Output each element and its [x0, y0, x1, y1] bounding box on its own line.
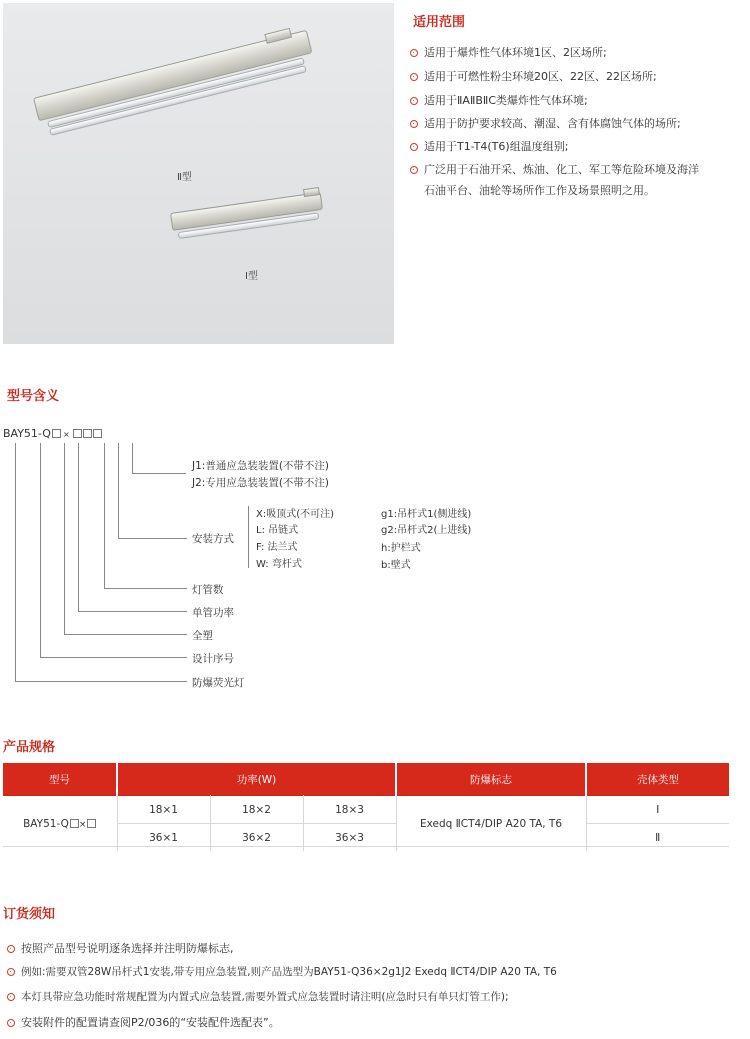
cell-shell: Ⅱ: [586, 824, 729, 852]
cell-power: 18×1: [117, 796, 210, 824]
bullet-icon: [410, 143, 418, 151]
spec-title: 产品规格: [3, 740, 56, 755]
cell-power: 18×3: [303, 796, 396, 824]
table-header-row: [3, 763, 729, 796]
label-all-plastic: 全塑: [192, 630, 213, 642]
bullet-icon: [7, 968, 15, 976]
scope-item: 适用于ⅡAⅡBⅡC类爆炸性气体环境;: [410, 93, 588, 108]
label-design-no: 设计序号: [192, 653, 234, 665]
install-option: L: 吊链式: [256, 525, 299, 536]
header-power: 功率(W): [117, 763, 396, 796]
cell-power: 36×3: [303, 824, 396, 852]
header-mark: 防爆标志: [396, 763, 586, 796]
code-box: [93, 429, 102, 438]
header-shell: 壳体类型: [586, 763, 729, 796]
cell-power: 18×2: [210, 796, 303, 824]
scope-item: 广泛用于石油开采、炼油、化工、军工等危险环境及海洋: [410, 162, 699, 177]
order-item: 例如:需要双管28W吊杆式1安装,带专用应急装置,则产品选型为BAY51-Q36×2g1J2 Exedq ⅡCT4/DIP A20 TA, T6: [7, 965, 557, 980]
install-option: F: 法兰式: [256, 542, 298, 553]
label-tube-count: 灯管数: [192, 584, 224, 596]
bullet-icon: [410, 73, 418, 81]
model-code: BAY51-Q ×: [3, 427, 102, 440]
scope-item: 适用于防护要求较高、潮湿、含有体腐蚀气体的场所;: [410, 116, 681, 131]
caption-type2: Ⅱ型: [177, 172, 192, 183]
lamp-type2-image: [33, 30, 317, 146]
label-tube-power: 单管功率: [192, 607, 234, 619]
cell-power: 36×1: [117, 824, 210, 852]
label-product: 防爆荧光灯: [192, 677, 245, 689]
cell-mark: Exedq ⅡCT4/DIP A20 TA, T6: [396, 796, 586, 852]
bullet-icon: [410, 97, 418, 105]
j2-option: J2:专用应急装装置(不带不注): [192, 477, 330, 489]
cell-shell: Ⅰ: [586, 796, 729, 824]
install-label: 安装方式: [192, 533, 234, 545]
code-box: [83, 429, 92, 438]
scope-item: 适用于可燃性粉尘环境20区、22区、22区场所;: [410, 69, 657, 84]
order-item: 本灯具带应急功能时常规配置为内置式应急装置,需要外置式应急装置时请注明(应急时只有单只灯管工作);: [7, 990, 509, 1005]
j1-option: J1:普通应急装装置(不带不注): [192, 460, 330, 472]
cell-power: 36×2: [210, 824, 303, 852]
scope-item: 适用于爆炸性气体环境1区、2区场所;: [410, 45, 607, 60]
bullet-icon: [410, 49, 418, 57]
cell-model: BAY51-Q ×: [3, 796, 117, 852]
scope-item-continuation: 石油平台、油轮等场所作工作及场景照明之用。: [424, 184, 655, 197]
code-box: [73, 429, 82, 438]
bullet-icon: [7, 993, 15, 1001]
header-model: 型号: [3, 763, 117, 796]
order-title: 订货须知: [3, 907, 56, 922]
scope-title: 适用范围: [413, 15, 466, 30]
install-option: W: 弯杆式: [256, 559, 302, 570]
install-option: X:吸顶式(不可注): [256, 509, 335, 520]
product-photo: [3, 3, 394, 344]
model-title: 型号含义: [7, 389, 60, 404]
table-row: [3, 796, 729, 824]
bullet-icon: [410, 120, 418, 128]
install-option: g1:吊杆式1(侧进线): [381, 509, 472, 520]
install-option: g2:吊杆式2(上进线): [381, 525, 472, 536]
order-item: 按照产品型号说明逐条选择并注明防爆标志,: [7, 941, 234, 956]
install-option: h:护栏式: [381, 543, 421, 554]
bullet-icon: [7, 945, 15, 953]
bullet-icon: [410, 166, 418, 174]
order-item: 安装附件的配置请查阅P2/036的“安装配件选配表”。: [7, 1015, 280, 1030]
code-box: [52, 429, 61, 438]
bullet-icon: [7, 1019, 15, 1027]
install-option: b:壁式: [381, 560, 411, 571]
spec-table: [3, 763, 729, 851]
lamp-type1-image: [170, 192, 324, 252]
caption-type1: Ⅰ型: [245, 271, 258, 282]
scope-item: 适用于T1-T4(T6)组温度组别;: [410, 139, 568, 154]
